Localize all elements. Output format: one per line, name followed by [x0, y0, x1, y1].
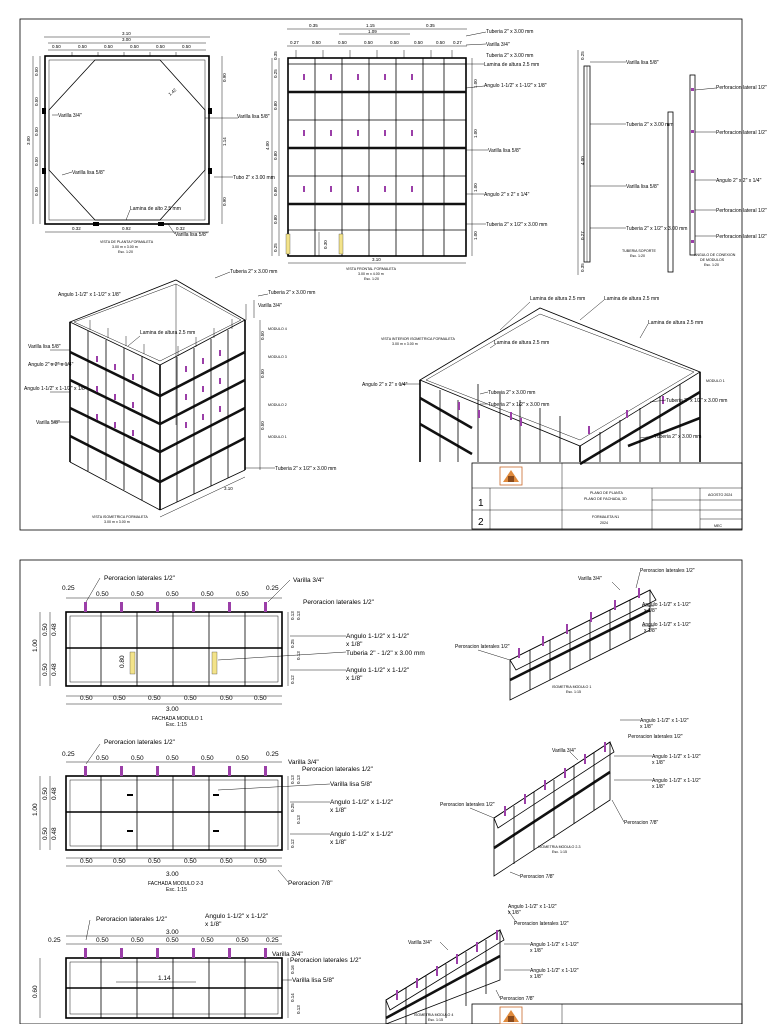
iso-label-tuberia-bottom: Tuberia 2" x 1/2" x 3.00 mm — [275, 466, 337, 472]
m23-dim-top: 0.25 — [266, 751, 279, 758]
front-dim-left: 0.35 — [273, 51, 278, 60]
m1-dim-top: 0.25 — [266, 585, 279, 592]
m1-dim-right: 0.12 — [290, 675, 295, 684]
iso23-title: ISOMETRIA MODULO 2-3 — [538, 845, 581, 849]
iso4-label-angulo-b: x 1/8" — [508, 910, 521, 916]
front-label-varilla-lisa: Varilla lisa 5/8" — [488, 148, 521, 154]
plan-label-tubo: Tubo 2" x 3.00 mm — [233, 175, 275, 181]
interior-isometric — [362, 296, 727, 464]
front-dim-seg: 0.50 — [414, 40, 423, 45]
front-dim-left: 0.25 — [273, 69, 278, 78]
m1-dim-bottom: 0.50 — [220, 695, 233, 702]
plan-dim-right: 1.14 — [222, 137, 227, 146]
plan-octagon — [49, 60, 205, 220]
support-dim: 0.27 — [580, 231, 585, 240]
plan-dim-left: 0.50 — [34, 67, 39, 76]
front-label-tuberia: Tuberia 2" x 3.00 mm — [486, 29, 534, 35]
m23-label-angulo-b: x 1/8" — [330, 807, 347, 814]
interior-label-tuberia-4: Tuberia 2" x 3.00 mm — [654, 434, 702, 440]
iso-module-tag: MODULO 1 — [268, 435, 287, 439]
isometric-module-2-3 — [440, 718, 701, 880]
interior-title: VISTA INTERIOR ISOMETRICA FORMALETA — [381, 337, 455, 341]
m1-dim-left-total: 1.00 — [32, 639, 39, 652]
front-dim-seg: 0.50 — [364, 40, 373, 45]
iso1-label-varilla: Varilla 3/4" — [578, 576, 602, 582]
iso-label-angulo-2: Angulo 2" x 2" x 1/4" — [28, 362, 74, 368]
m4-inner-dim: 1.14 — [158, 975, 171, 982]
iso-label-varilla: Varilla 3/4" — [258, 303, 282, 309]
m4-dim-top: 0.25 — [266, 937, 279, 944]
front-dim-left: 0.80 — [273, 187, 278, 196]
facade-module-2-3 — [32, 739, 394, 893]
front-title: VISTA FRONTAL FORMALETA — [346, 267, 396, 271]
iso-label-tuberia: Tuberia 2" x 3.00 mm — [230, 269, 278, 275]
iso1-title: ISOMETRIA MODULO 1 — [552, 685, 592, 689]
m4-label-angulo: Angulo 1-1/2" x 1-1/2" — [205, 913, 269, 920]
front-dim-left: 0.80 — [273, 151, 278, 160]
front-dim-left: 0.80 — [273, 101, 278, 110]
iso-label-varilla-2: Varilla 5/8" — [36, 420, 60, 426]
support-title: TUBERIA SOPORTE — [622, 249, 656, 253]
isometric-module-1 — [455, 568, 695, 700]
front-dim-right: 1.00 — [473, 79, 478, 88]
front-dim-left: 0.25 — [273, 243, 278, 252]
m23-dim-bottom: 0.50 — [80, 858, 93, 865]
iso4-label-angulo: Angulo 1-1/2" x 1-1/2" — [508, 904, 557, 910]
facade-module-4 — [32, 913, 362, 1018]
iso-module-tag: MODULO 3 — [268, 355, 287, 359]
title-block-c4: 2024 — [600, 521, 608, 525]
front-subtitle: 3.00 m x 4.00 m — [358, 272, 384, 276]
m23-label-angulo: Angulo 1-1/2" x 1-1/2" — [330, 799, 394, 806]
support-scale: Esc. 1:20 — [630, 254, 645, 258]
plan-dim-left: 0.50 — [34, 187, 39, 196]
m23-dim-bottom: 0.50 — [148, 858, 161, 865]
iso1-label-perforacion: Peroracion laterales 1/2" — [640, 568, 695, 574]
plan-view — [26, 31, 275, 254]
company-logo — [500, 467, 522, 485]
plan-label-lamina: Lamina de alto 2.5 mm — [130, 206, 181, 212]
m23-label-perforacion-78: Peroracion 7/8" — [288, 880, 333, 887]
m23-dim-right: 0.13 — [290, 775, 295, 784]
angle-subtitle: DE MODULOS — [700, 258, 725, 262]
front-label-varilla: Varilla 3/4" — [486, 42, 510, 48]
m23-label-angulo-2: Angulo 1-1/2" x 1-1/2" — [330, 831, 394, 838]
iso23-label-perforacion-78-b: Peroracion 7/8" — [520, 874, 555, 880]
m4-dim-total: 3.00 — [166, 929, 179, 936]
plan-diagonal-dim: 1.42 — [167, 87, 178, 97]
m1-inner-dim: 0.80 — [119, 655, 126, 668]
iso4-label-angulo-2: Angulo 1-1/2" x 1-1/2" — [530, 942, 579, 948]
m4-dim-top: 0.50 — [131, 937, 144, 944]
front-dim-top: 1.15 — [366, 23, 375, 28]
m23-dim-bottom: 0.50 — [184, 858, 197, 865]
interior-label-lamina-3: Lamina de altura 2.5 mm — [648, 320, 704, 326]
front-dim-left: 0.80 — [273, 215, 278, 224]
angle-scale: Esc. 1:20 — [704, 263, 719, 267]
front-label-tuberia-bottom: Tuberia 2" x 1/2" x 3.00 mm — [486, 222, 548, 228]
m1-dim-bottom: 0.50 — [80, 695, 93, 702]
iso23-label-angulo-top: Angulo 1-1/2" x 1-1/2" — [640, 718, 689, 724]
m1-dim-right: 0.13 — [296, 611, 301, 620]
m1-dim-left: 0.50 — [42, 623, 49, 636]
plan-dim-bottom: 0.32 — [72, 226, 81, 231]
plan-dim-total: 3.10 — [122, 31, 131, 36]
m1-dim-top: 0.50 — [131, 591, 144, 598]
iso4-scale: Esc. 1:15 — [428, 1018, 443, 1022]
iso-dim: 0.50 — [260, 421, 265, 430]
angle-label-perforacion-2: Perforacion lateral 1/2" — [716, 130, 767, 136]
m1-dim-right: 0.13 — [290, 611, 295, 620]
m1-dim-bottom: 0.50 — [184, 695, 197, 702]
front-inner-dim: 0.30 — [323, 240, 328, 249]
interior-label-lamina-4: Lamina de altura 2.5 mm — [494, 340, 550, 346]
m1-label-perforacion: Peroracion laterales 1/2" — [104, 575, 175, 582]
m4-dim-right: 0.14 — [290, 993, 295, 1002]
iso1-label-perforacion-left: Peroracion laterales 1/2" — [455, 644, 510, 650]
m1-dim-left: 0.48 — [51, 663, 58, 676]
title-block-row-number: 1 — [478, 498, 484, 509]
iso1-label-angulo-2: Angulo 1-1/2" x 1-1/2" — [642, 622, 691, 628]
company-logo-2 — [500, 1007, 522, 1024]
m23-dim-right: 0.25 — [290, 803, 295, 812]
interior-subtitle: 3.00 m x 3.00 m — [392, 342, 418, 346]
plan-dim-right: 0.90 — [222, 197, 227, 206]
plan-label-varilla-bottom: Varilla lisa 5/8" — [175, 232, 208, 238]
iso23-label-perforacion: Peroracion laterales 1/2" — [628, 734, 683, 740]
plan-dim-inner: 3.00 — [122, 37, 131, 42]
front-dim-seg: 0.50 — [338, 40, 347, 45]
m1-dim-bottom: 0.50 — [148, 695, 161, 702]
m4-dim-top: 0.50 — [166, 937, 179, 944]
m1-scale: Esc. 1:15 — [166, 722, 187, 728]
m4-label-varilla: Varilla 3/4" — [272, 951, 303, 958]
iso1-scale: Esc. 1:15 — [566, 690, 581, 694]
sheet-2-border — [20, 560, 742, 1024]
iso1-label-angulo-b: x 1/8" — [644, 608, 657, 614]
interior-label-tuberia-2: Tuberia 2" x 1/2" x 3.00 mm — [488, 402, 550, 408]
angle-title: ANGULO DE CONEXION — [694, 253, 736, 257]
plan-title: VISTA DE PLANTA FORMALETA — [100, 240, 154, 244]
iso4-title: ISOMETRIA MODULO 4 — [414, 1013, 454, 1017]
front-dim-seg: 0.27 — [290, 40, 299, 45]
m4-dim-right: 0.13 — [296, 1005, 301, 1014]
m4-dim-top: 0.50 — [96, 937, 109, 944]
m23-scale: Esc. 1:15 — [166, 887, 187, 893]
m23-dim-bottom: 0.50 — [220, 858, 233, 865]
m1-dim-bottom: 0.50 — [113, 695, 126, 702]
support-dim: 0.25 — [580, 51, 585, 60]
support-label-tuberia-2: Tuberia 2" x 1/2" x 3.00 mm — [626, 226, 688, 232]
m1-label-perforacion-right: Peroracion laterales 1/2" — [303, 599, 374, 606]
angle-label-perforacion: Perforacion lateral 1/2" — [716, 85, 767, 91]
interior-module-tag: MODULO 1 — [706, 379, 725, 383]
m4-dim-top: 0.50 — [201, 937, 214, 944]
front-dim-top: 0.35 — [426, 23, 435, 28]
plan-label-varilla-lisa: Varilla lisa 5/8" — [237, 114, 270, 120]
front-dim-right: 1.00 — [473, 231, 478, 240]
m23-label-varilla: Varilla 3/4" — [288, 759, 319, 766]
iso23-label-angulo-b: x 1/8" — [652, 760, 665, 766]
facade-module-1 — [32, 575, 425, 728]
m23-dim-left-total: 1.00 — [32, 803, 39, 816]
plan-dim-bottom: 0.92 — [122, 226, 131, 231]
plan-dim-bottom: 0.32 — [176, 226, 185, 231]
iso-dim: 0.50 — [260, 369, 265, 378]
front-label-lamina: Lamina de altura 2.5 mm — [484, 62, 540, 68]
support-dim: 0.35 — [580, 263, 585, 272]
plan-label-varilla: Varilla 3/4" — [58, 113, 82, 119]
iso-label-angulo-3: Angulo 1-1/2" x 1-1/2" x 1/8" — [24, 386, 87, 392]
front-dim-right: 1.00 — [473, 129, 478, 138]
m4-label-perforacion: Peroracion laterales 1/2" — [96, 916, 167, 923]
m4-dim-top: 0.50 — [236, 937, 249, 944]
iso23-label-angulo-2b: x 1/8" — [652, 784, 665, 790]
m4-label-angulo-b: x 1/8" — [205, 921, 222, 928]
front-scale: Esc. 1:20 — [364, 277, 379, 281]
front-dim-seg: 0.50 — [312, 40, 321, 45]
m1-label-tuberia: Tuberia 2" - 1/2" x 3.00 mm — [346, 650, 425, 657]
plan-scale: Esc. 1:20 — [118, 250, 133, 254]
front-support-mid — [339, 234, 343, 254]
front-support-left — [286, 234, 290, 254]
iso-subtitle: 3.00 m x 3.00 m — [104, 520, 130, 524]
plan-dim-seg: 0.50 — [156, 44, 165, 49]
m1-label-varilla: Varilla 3/4" — [293, 577, 324, 584]
plan-dim-left: 0.50 — [34, 127, 39, 136]
m23-dim-right: 0.13 — [296, 815, 301, 824]
m1-label-angulo-b: x 1/8" — [346, 641, 363, 648]
title-block-2 — [472, 1004, 742, 1024]
iso4-label-perforacion-78: Peroracion 7/8" — [500, 996, 535, 1002]
m1-dim-top: 0.50 — [166, 591, 179, 598]
iso-label-lamina: Lamina de altura 2.5 mm — [140, 330, 196, 336]
front-dim-top: 0.35 — [309, 23, 318, 28]
m23-dim-bottom: 0.50 — [113, 858, 126, 865]
interior-label-angulo: Angulo 2" x 2" x 1/4" — [362, 382, 408, 388]
front-label-tubo: Tuberia 2" x 3.00 mm — [486, 53, 534, 59]
angle-label-perforacion-3: Perforacion lateral 1/2" — [716, 208, 767, 214]
title-block-date: AGOSTO 2024 — [708, 493, 733, 497]
support-tube — [578, 50, 687, 275]
isometric-module-4 — [386, 904, 579, 1024]
m23-dim-top: 0.50 — [96, 755, 109, 762]
m1-frame — [66, 612, 282, 686]
m4-dim-top: 0.25 — [48, 937, 61, 944]
title-block-row-number: 2 — [478, 517, 484, 528]
front-dim-seg: 0.50 — [390, 40, 399, 45]
interior-label-tuberia-3: Tuberia 2" x 1/2" x 3.00 mm — [666, 398, 728, 404]
m23-dim-right: 0.12 — [290, 839, 295, 848]
isometric-view — [24, 269, 336, 524]
iso-dim: 0.50 — [260, 331, 265, 340]
m1-dim-left: 0.50 — [42, 663, 49, 676]
title-block-c2: PLANO DE FACHADA, 3D — [584, 497, 627, 501]
title-block-1 — [472, 463, 742, 529]
plan-dim-seg: 0.50 — [52, 44, 61, 49]
m23-label-varilla-lisa: Varilla lisa 5/8" — [330, 781, 373, 788]
m1-dim-top: 0.50 — [96, 591, 109, 598]
m1-dim-right: 0.25 — [290, 639, 295, 648]
m1-dim-top: 0.50 — [236, 591, 249, 598]
plan-dim-left: 0.50 — [34, 97, 39, 106]
iso23-label-perforacion-left: Peroracion laterales 1/2" — [440, 802, 495, 808]
m23-dim-right: 0.13 — [296, 775, 301, 784]
plan-square — [45, 56, 209, 224]
plan-dim-seg: 0.50 — [78, 44, 87, 49]
m1-label-angulo: Angulo 1-1/2" x 1-1/2" — [346, 633, 410, 640]
m23-dim-left: 0.50 — [42, 827, 49, 840]
iso-dim-bottom: 3.10 — [224, 486, 233, 491]
m23-dim-top: 0.50 — [201, 755, 214, 762]
m4-dim-right: 0.16 — [290, 965, 295, 974]
title-block-c3: FORMALETA N1 — [592, 515, 620, 519]
plan-dim-right: 0.90 — [222, 73, 227, 82]
plan-label-varilla-lisa-left: Varilla lisa 5/8" — [72, 170, 105, 176]
iso1-label-angulo-2b: x 1/8" — [644, 628, 657, 634]
m23-dim-left: 0.48 — [51, 827, 58, 840]
connection-angle — [668, 75, 767, 272]
m1-label-angulo-2b: x 1/8" — [346, 675, 363, 682]
iso4-label-varilla: Varilla 3/4" — [408, 940, 432, 946]
m1-label-angulo-2: Angulo 1-1/2" x 1-1/2" — [346, 667, 410, 674]
m1-title: FACHADA MODULO 1 — [152, 716, 203, 722]
support-dim: 4.00 — [580, 156, 585, 165]
front-dim-left-total: 4.00 — [265, 141, 270, 150]
m23-label-angulo-2b: x 1/8" — [330, 839, 347, 846]
m4-label-perforacion-right: Peroracion laterales 1/2" — [290, 957, 361, 964]
iso4-label-angulo-3b: x 1/8" — [530, 974, 543, 980]
iso-module-tag: MODULO 4 — [268, 327, 287, 331]
title-block-code: MEC — [714, 524, 722, 528]
iso4-label-angulo-3: Angulo 1-1/2" x 1-1/2" — [530, 968, 579, 974]
m23-dim-left: 0.48 — [51, 787, 58, 800]
m23-label-perforacion-right: Peroracion laterales 1/2" — [302, 766, 373, 773]
angle-label-angulo: Angulo 2" x 2" x 1/4" — [716, 178, 762, 184]
front-label-angulo-2: Angulo 2" x 2" x 1/4" — [484, 192, 530, 198]
interior-label-lamina: Lamina de altura 2.5 mm — [530, 296, 586, 302]
plan-dim-seg: 0.50 — [182, 44, 191, 49]
plan-dim-seg: 0.50 — [104, 44, 113, 49]
front-view — [265, 23, 547, 281]
m23-dim-top: 0.25 — [62, 751, 75, 758]
support-label-tuberia: Tuberia 2" x 3.00 mm — [626, 122, 674, 128]
iso-label-varilla-lisa: Varilla lisa 5/8" — [28, 344, 61, 350]
iso23-scale: Esc. 1:15 — [552, 850, 567, 854]
m1-dim-total: 3.00 — [166, 706, 179, 713]
m23-title: FACHADA MODULO 2-3 — [148, 881, 204, 887]
support-label-varilla: Varilla lisa 5/8" — [626, 60, 659, 66]
support-label-varilla-2: Varilla lisa 5/8" — [626, 184, 659, 190]
front-label-angulo: Angulo 1-1/2" x 1-1/2" x 1/8" — [484, 83, 547, 89]
iso4-label-angulo-2b: x 1/8" — [530, 948, 543, 954]
plan-subtitle: 3.00 m x 3.00 m — [112, 245, 138, 249]
m4-dim-left: 0.60 — [32, 985, 39, 998]
m1-dim-left: 0.48 — [51, 623, 58, 636]
m23-dim-top: 0.50 — [131, 755, 144, 762]
iso1-label-angulo: Angulo 1-1/2" x 1-1/2" — [642, 602, 691, 608]
m23-dim-bottom: 0.50 — [254, 858, 267, 865]
front-dim-right: 1.00 — [473, 183, 478, 192]
m1-dim-bottom: 0.50 — [254, 695, 267, 702]
iso23-label-angulo-2: Angulo 1-1/2" x 1-1/2" — [652, 778, 701, 784]
angle-label-perforacion-4: Perforacion lateral 1/2" — [716, 234, 767, 240]
m1-dim-top: 0.50 — [201, 591, 214, 598]
m23-dim-total: 3.00 — [166, 871, 179, 878]
m1-dim-right: 0.13 — [296, 651, 301, 660]
interior-label-tuberia: Tuberia 2" x 3.00 mm — [488, 390, 536, 396]
plan-dim-left: 0.50 — [34, 157, 39, 166]
m23-dim-left: 0.50 — [42, 787, 49, 800]
iso23-label-perforacion-78: Peroracion 7/8" — [624, 820, 659, 826]
m23-frame — [66, 776, 282, 850]
iso-title: VISTA ISOMETRICA FORMALETA — [92, 515, 148, 519]
front-dim-seg: 0.50 — [436, 40, 445, 45]
plan-dim-left-total: 3.00 — [26, 136, 31, 145]
iso4-label-perforacion: Peroracion laterales 1/2" — [514, 921, 569, 927]
iso-label-angulo-top: Angulo 1-1/2" x 1-1/2" x 1/8" — [58, 292, 121, 298]
iso23-label-angulo: Angulo 1-1/2" x 1-1/2" — [652, 754, 701, 760]
m4-label-varilla-lisa: Varilla lisa 5/8" — [292, 977, 335, 984]
title-block-c1: PLANO DE PLANTA — [590, 491, 623, 495]
interior-label-lamina-2: Lamina de altura 2.5 mm — [604, 296, 660, 302]
iso23-label-varilla: Varilla 3/4" — [552, 748, 576, 754]
m1-dim-top: 0.25 — [62, 585, 75, 592]
m23-label-perforacion: Peroracion laterales 1/2" — [104, 739, 175, 746]
m23-dim-top: 0.50 — [236, 755, 249, 762]
plan-dim-seg: 0.50 — [130, 44, 139, 49]
iso23-label-angulo-top-b: x 1/8" — [640, 724, 653, 730]
front-dim-seg: 0.27 — [453, 40, 462, 45]
m23-dim-top: 0.50 — [166, 755, 179, 762]
iso-module-tag: MODULO 2 — [268, 403, 287, 407]
front-dim-bottom: 3.10 — [372, 257, 381, 262]
iso-label-tuberia-2: Tuberia 2" x 3.00 mm — [268, 290, 316, 296]
front-dim-top: 1.09 — [368, 29, 377, 34]
